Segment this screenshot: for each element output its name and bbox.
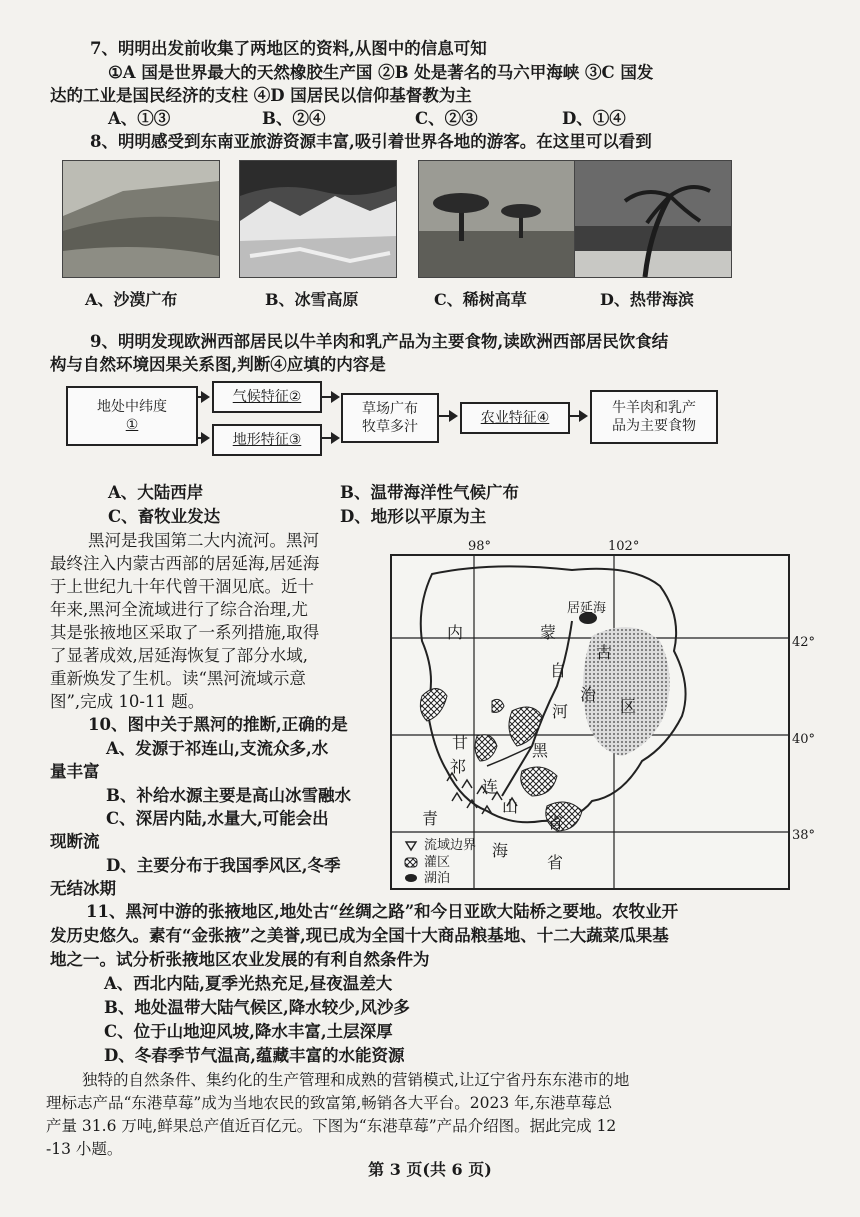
legend-irrigation-area: 灌区 bbox=[424, 855, 451, 870]
photo-desert bbox=[62, 160, 220, 278]
map-label-qing: 青 bbox=[422, 809, 439, 828]
photo-savanna bbox=[418, 160, 576, 278]
flow-box-climate bbox=[212, 381, 322, 413]
q11-option-c: C、位于山地迎风坡,降水丰富,土层深厚 bbox=[104, 1022, 393, 1041]
flow-box-latitude-text: 地处中纬度 bbox=[97, 399, 167, 415]
passage-line-7: 重新焕发了生机。读“黑河流域示意 bbox=[50, 669, 306, 688]
flow-box-grassland-l2: 牧草多汁 bbox=[362, 419, 418, 435]
map-label-hei: 黑 bbox=[532, 741, 549, 760]
passage-line-1: 黑河是我国第二大内流河。黑河 bbox=[88, 531, 319, 550]
flow-box-latitude-num: ① bbox=[125, 417, 139, 433]
q9-stem-2: 构与自然环境因果关系图,判断④应填的内容是 bbox=[50, 355, 386, 374]
map-label-meng: 蒙 bbox=[540, 623, 557, 642]
q7-option-b: B、②④ bbox=[262, 109, 326, 128]
map-label-lian: 连 bbox=[482, 777, 499, 796]
flow-box-climate-text: 气候特征② bbox=[232, 389, 302, 405]
map-label-qu: 区 bbox=[620, 697, 637, 716]
q10-stem: 10、图中关于黑河的推断,正确的是 bbox=[88, 715, 348, 734]
q11-option-d: D、冬春季节气温高,蕴藏丰富的水能资源 bbox=[104, 1046, 405, 1065]
map-label-zi: 自 bbox=[550, 661, 567, 680]
q7-option-c: C、②③ bbox=[415, 109, 478, 128]
passage2-line-1: 独特的自然条件、集约化的生产管理和成熟的营销模式,让辽宁省丹东东港市的地 bbox=[82, 1071, 630, 1089]
passage-line-2: 最终注入内蒙古西部的居延海,居延海 bbox=[50, 554, 320, 573]
heihe-basin-map bbox=[390, 554, 790, 890]
q8-caption-a: A、沙漠广布 bbox=[85, 290, 178, 309]
map-lat-42: 42° bbox=[792, 635, 816, 650]
q11-stem-2: 发历史悠久。素有“金张掖”之美誉,现已成为全国十大商品粮基地、十二大蔬菜瓜果基 bbox=[50, 926, 669, 945]
map-label-sheng-gansu: 省 bbox=[547, 813, 564, 832]
q8-caption-d: D、热带海滨 bbox=[600, 290, 694, 309]
photo-snow-plateau bbox=[239, 160, 397, 278]
passage-line-4: 年来,黑河全流域进行了综合治理,尤 bbox=[50, 600, 308, 619]
legend-lake: 湖泊 bbox=[424, 871, 451, 886]
q9-option-a: A、大陆西岸 bbox=[108, 483, 204, 502]
map-lat-40: 40° bbox=[792, 732, 816, 747]
passage2-line-3: 产量 31.6 万吨,鲜果总产值近百亿元。下图为“东港草莓”产品介绍图。据此完成 12 bbox=[46, 1117, 617, 1135]
flow-box-diet bbox=[590, 390, 718, 444]
legend-basin-boundary: 流域边界 bbox=[424, 838, 477, 853]
map-label-zhi: 治 bbox=[580, 685, 597, 704]
q11-option-b: B、地处温带大陆气候区,降水较少,风沙多 bbox=[104, 998, 410, 1017]
passage-line-6: 了显著成效,居延海恢复了部分水域, bbox=[50, 646, 308, 665]
map-label-gu: 古 bbox=[596, 643, 613, 662]
q10-line-3: B、补给水源主要是高山冰雪融水 bbox=[106, 786, 351, 805]
q11-stem-3: 地之一。试分析张掖地区农业发展的有利自然条件为 bbox=[50, 950, 430, 969]
q7-line2: ①A 国是世界最大的天然橡胶生产国 ②B 处是著名的马六甲海峡 ③C 国发 bbox=[108, 63, 654, 82]
flow-arrow-6 bbox=[568, 415, 586, 417]
q8-caption-c: C、稀树高草 bbox=[434, 290, 527, 309]
q9-option-b: B、温带海洋性气候广布 bbox=[340, 483, 519, 502]
q9-option-c: C、畜牧业发达 bbox=[108, 507, 221, 526]
q9-option-d: D、地形以平原为主 bbox=[340, 507, 487, 526]
passage2-line-4: -13 小题。 bbox=[46, 1140, 123, 1158]
map-label-juyanhai: 居延海 bbox=[567, 601, 607, 616]
map-label-he: 河 bbox=[552, 702, 569, 721]
map-label-shan: 山 bbox=[502, 797, 519, 816]
passage2-line-2: 理标志产品“东港草莓”成为当地农民的致富第,畅销各大平台。2023 年,东港草莓总 bbox=[46, 1094, 613, 1112]
flow-box-diet-l1: 牛羊肉和乳产 bbox=[612, 400, 696, 416]
q10-line-2: 量丰富 bbox=[50, 762, 100, 781]
q10-line-7: 无结冰期 bbox=[50, 879, 116, 898]
q7-line3: 达的工业是国民经济的支柱 ④D 国居民以信仰基督教为主 bbox=[50, 86, 472, 105]
flow-arrow-5 bbox=[437, 415, 456, 417]
q10-line-4: C、深居内陆,水量大,可能会出 bbox=[106, 809, 329, 828]
q8-caption-b: B、冰雪高原 bbox=[265, 290, 359, 309]
flow-box-latitude bbox=[66, 386, 198, 446]
q9-stem-1: 9、明明发现欧洲西部居民以牛羊肉和乳产品为主要食物,读欧洲西部居民饮食结 bbox=[90, 332, 669, 351]
q7-option-d: D、①④ bbox=[562, 109, 626, 128]
map-label-sheng-qinghai: 省 bbox=[547, 853, 564, 872]
map-lat-38: 38° bbox=[792, 828, 816, 843]
passage-line-5: 其是张掖地区采取了一系列措施,取得 bbox=[50, 623, 320, 642]
map-label-hai: 海 bbox=[492, 841, 509, 860]
flow-box-terrain-text: 地形特征③ bbox=[232, 432, 302, 448]
flow-box-grassland-l1: 草场广布 bbox=[362, 401, 418, 417]
q10-line-6: D、主要分布于我国季风区,冬季 bbox=[106, 856, 341, 875]
flow-arrow-1 bbox=[196, 396, 208, 398]
flow-arrow-3 bbox=[320, 396, 338, 398]
map-label-gan: 甘 bbox=[452, 733, 469, 752]
flow-box-agriculture bbox=[460, 402, 570, 434]
map-label-qi: 祁 bbox=[450, 757, 467, 776]
flow-box-diet-l2: 品为主要食物 bbox=[612, 418, 696, 434]
map-lon-102: 102° bbox=[608, 539, 640, 554]
q7-stem: 7、明明出发前收集了两地区的资料,从图中的信息可知 bbox=[90, 39, 487, 58]
q11-option-a: A、西北内陆,夏季光热充足,昼夜温差大 bbox=[104, 974, 393, 993]
flow-box-agriculture-text: 农业特征④ bbox=[480, 410, 550, 426]
map-label-nei: 内 bbox=[447, 623, 464, 642]
q10-line-5: 现断流 bbox=[50, 832, 100, 851]
q8-stem: 8、明明感受到东南亚旅游资源丰富,吸引着世界各地的游客。在这里可以看到 bbox=[90, 132, 652, 151]
map-lon-98: 98° bbox=[468, 539, 492, 554]
passage-line-3: 于上世纪九十年代曾干涸见底。近十 bbox=[50, 577, 314, 596]
q11-stem-1: 11、黑河中游的张掖地区,地处古“丝绸之路”和今日亚欧大陆桥之要地。农牧业开 bbox=[86, 902, 679, 921]
flow-box-grassland bbox=[341, 393, 439, 443]
flow-box-terrain bbox=[212, 424, 322, 456]
q7-option-a: A、①③ bbox=[108, 109, 171, 128]
passage-line-8: 图”,完成 10-11 题。 bbox=[50, 692, 205, 711]
page-number: 第 3 页(共 6 页) bbox=[368, 1160, 492, 1179]
photo-tropical-beach bbox=[574, 160, 732, 278]
q10-line-1: A、发源于祁连山,支流众多,水 bbox=[106, 739, 329, 758]
flow-arrow-4 bbox=[320, 437, 338, 439]
flow-arrow-2 bbox=[196, 437, 208, 439]
